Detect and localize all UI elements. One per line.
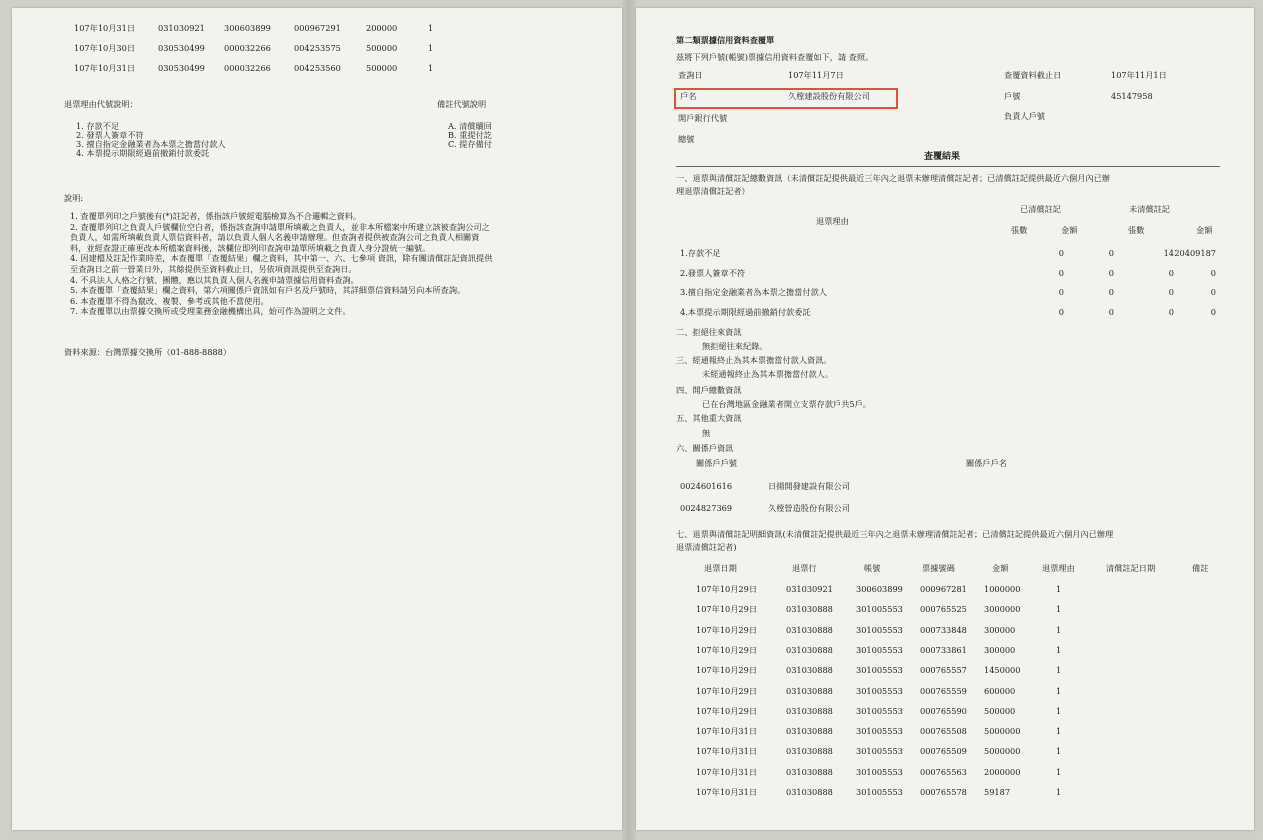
section-7-cell: 5000000 bbox=[984, 726, 1021, 737]
section-7-cell: 1000000 bbox=[984, 584, 1021, 594]
section-7-cell: 031030921 bbox=[786, 584, 833, 594]
table-cell: 004253560 bbox=[294, 63, 341, 73]
divider bbox=[676, 166, 1220, 167]
section-7-cell: 107年10月31日 bbox=[696, 766, 758, 777]
section-7-cell: 1 bbox=[1056, 604, 1062, 615]
section-5-body: 無 bbox=[702, 428, 711, 438]
explanation-item: 1. 查覆單列印之戶號後有(*)註記者，係指該戶號經電腦檢算為不合邏輯之資料。 bbox=[70, 211, 362, 221]
section-1-row-value: 0 bbox=[1210, 287, 1216, 297]
reason-code-item: 1. 存款不足 bbox=[76, 121, 120, 131]
table-cell: 500000 bbox=[366, 63, 398, 73]
section-1-row-value: 0 bbox=[1058, 248, 1064, 258]
section-7-cell: 1 bbox=[1056, 624, 1062, 635]
branch-label: 總號 bbox=[678, 134, 695, 144]
section-7-cell: 1 bbox=[1056, 685, 1062, 696]
section-7-cell: 2000000 bbox=[984, 766, 1021, 777]
explanation-item: 5. 本查覆單「查覆結果」欄之資料，第六項關係戶資訊如有戶名及戶號時，其詳細票信資料請另向本所查詢。 bbox=[70, 285, 466, 296]
section-3-body: 未經通報終止為其本票擔當付款人。 bbox=[702, 369, 834, 379]
account-name-label: 戶名 bbox=[680, 91, 697, 101]
table-cell: 107年10月31日 bbox=[74, 63, 136, 73]
section-7-title: 七、退票與清償註記明細資訊(未清償註記提供最近三年內之退票未辦理清償註記者；已清償註記提供最近六個月內已辦理 bbox=[676, 529, 1114, 539]
explanation-item: 4. 不具法人人格之行號、團體，應以其負責人個人名義申請票據信用資料查詢。 bbox=[70, 274, 359, 285]
section-7-cell: 031030888 bbox=[786, 624, 833, 635]
section-1-row-value: 14 bbox=[1163, 248, 1174, 258]
relation-account-name: 久樘營造股份有限公司 bbox=[768, 503, 850, 513]
section-6-title: 六、關係戶資訊 bbox=[676, 443, 734, 453]
section-2-body: 無拒絕往來紀錄。 bbox=[702, 341, 768, 351]
section-7-cell: 000765557 bbox=[920, 665, 967, 676]
section-1-row-reason: 1.存款不足 bbox=[680, 248, 721, 258]
section-1-row-value: 0 bbox=[1210, 306, 1216, 317]
section-7-cell: 031030888 bbox=[786, 726, 833, 737]
section-7-cell: 1 bbox=[1056, 584, 1062, 594]
section-1-title-cont: 理退票清償註記者） bbox=[676, 186, 750, 196]
section-7-cell: 000733848 bbox=[920, 624, 967, 635]
section-4-body: 已在台灣地區金融業者開立支票存款戶共5戶。 bbox=[702, 399, 871, 409]
table-cell: 004253575 bbox=[294, 43, 341, 53]
section-7-cell: 031030888 bbox=[786, 665, 833, 676]
section-7-cell: 1 bbox=[1056, 644, 1062, 655]
section-7-cell: 1 bbox=[1056, 665, 1062, 676]
section-7-cell: 301005553 bbox=[856, 685, 903, 696]
section-7-cell: 000765578 bbox=[920, 787, 967, 797]
table-cell: 500000 bbox=[366, 43, 398, 53]
section-7-cell: 301005553 bbox=[856, 726, 903, 737]
section-7-cell: 107年10月29日 bbox=[696, 584, 758, 594]
explanation-item: 料，並經查證正確更改本所檔案資料後，該欄位即列印查詢申請單所填載之負責人身分證統一編號。 bbox=[70, 242, 431, 253]
section-7-cell: 5000000 bbox=[984, 746, 1021, 757]
table-cell: 107年10月30日 bbox=[74, 43, 136, 53]
section-7-cell: 107年10月29日 bbox=[696, 624, 758, 635]
section-7-header: 清償註記日期 bbox=[1106, 563, 1156, 573]
section-2-title: 二、拒絕往來資訊 bbox=[676, 327, 742, 337]
section-7-cell: 031030888 bbox=[786, 705, 833, 716]
section-7-cell: 301005553 bbox=[856, 604, 903, 615]
note-code-item: C. 提存備付 bbox=[448, 139, 492, 149]
reason-code-item: 2. 發票人簽章不符 bbox=[76, 130, 144, 140]
right-page bbox=[636, 8, 1254, 830]
section-5-title: 五、其他重大資訊 bbox=[676, 413, 742, 423]
section-1-row-value: 0 bbox=[1168, 287, 1174, 297]
section-7-cell: 1 bbox=[1056, 766, 1062, 777]
section-1-row-reason: 2.發票人簽章不符 bbox=[680, 267, 746, 278]
section-7-cell: 107年10月31日 bbox=[696, 787, 758, 797]
section-1-title: 一、退票與清償註記總數資訊（未清償註記提供最近三年內之退票未辦理清償註記者；已清償註記提供最近六個月內已辦 bbox=[676, 173, 1110, 183]
relation-account-id: 0024827369 bbox=[680, 503, 733, 513]
explanation-item: 7. 本查覆單以由票據交換所或受理業務金融機構出具，始可作為證明之文件。 bbox=[70, 306, 351, 317]
section-1-head-cleared: 已清償註記 bbox=[1020, 204, 1061, 214]
section-7-cell: 000733861 bbox=[920, 644, 967, 655]
section-7-cell: 031030888 bbox=[786, 644, 833, 655]
section-1-row-reason: 3.擅自指定金融業者為本票之擔當付款人 bbox=[680, 287, 827, 297]
section-1-row-value: 20409187 bbox=[1174, 248, 1216, 258]
reason-code-title: 退票理由代號說明： bbox=[64, 99, 138, 109]
section-7-cell: 107年10月31日 bbox=[696, 726, 758, 737]
section-6-head-id: 關係戶戶號 bbox=[696, 458, 737, 468]
reason-code-item: 4. 本票提示期限經過前撤銷付款委託 bbox=[76, 148, 210, 158]
section-1-row-value: 0 bbox=[1210, 267, 1216, 278]
table-cell: 000032266 bbox=[224, 43, 271, 53]
table-cell: 107年10月31日 bbox=[74, 23, 136, 33]
section-7-cell: 031030888 bbox=[786, 604, 833, 615]
note-code-item: A. 清償贖回 bbox=[448, 121, 492, 131]
cutoff-date: 107年11月1日 bbox=[1111, 70, 1167, 80]
section-7-header: 票據號碼 bbox=[922, 563, 955, 573]
relation-account-id: 0024601616 bbox=[680, 481, 733, 491]
section-7-cell: 107年10月31日 bbox=[696, 746, 758, 757]
section-7-cell: 301005553 bbox=[856, 746, 903, 757]
section-1-row-value: 0 bbox=[1108, 306, 1114, 317]
section-7-cell: 000967281 bbox=[920, 584, 967, 594]
explanation-item: 6. 本查覆單不得為竄改、複製、參考或其他不當使用。 bbox=[70, 295, 269, 306]
query-date-label: 查詢日 bbox=[678, 70, 703, 80]
account-number-label: 戶號 bbox=[1004, 91, 1021, 101]
section-7-cell: 301005553 bbox=[856, 644, 903, 655]
section-7-cell: 031030888 bbox=[786, 685, 833, 696]
left-page bbox=[12, 8, 622, 830]
section-1-row-value: 0 bbox=[1168, 267, 1174, 278]
page-fold bbox=[622, 0, 636, 840]
explanation-title: 說明: bbox=[64, 193, 84, 203]
table-cell: 000967291 bbox=[294, 23, 341, 33]
table-cell: 030530499 bbox=[158, 63, 205, 73]
cutoff-date-label: 查覆資料截止日 bbox=[1004, 70, 1062, 80]
table-cell: 1 bbox=[428, 43, 434, 53]
section-7-cell: 301005553 bbox=[856, 766, 903, 777]
section-4-title: 四、開戶總數資訊 bbox=[676, 385, 742, 395]
section-1-row-value: 0 bbox=[1108, 287, 1114, 297]
section-7-cell: 031030888 bbox=[786, 766, 833, 777]
section-3-title: 三、經通報終止為其本票擔當付款人資訊。 bbox=[676, 355, 832, 365]
section-1-subheader: 張數 bbox=[1011, 225, 1028, 235]
section-7-cell: 59187 bbox=[984, 787, 1011, 797]
section-7-cell: 300000 bbox=[984, 644, 1016, 655]
section-1-row-value: 0 bbox=[1058, 267, 1064, 278]
section-7-cell: 031030888 bbox=[786, 746, 833, 757]
relation-account-name: 日揚開發建設有限公司 bbox=[768, 481, 850, 491]
bank-code-label: 開戶銀行代號 bbox=[678, 113, 728, 123]
section-7-cell: 1 bbox=[1056, 787, 1062, 797]
document-title: 第二類票據信用資料查覆單 bbox=[676, 35, 775, 45]
section-7-header: 備註 bbox=[1192, 563, 1209, 573]
explanation-item: 4. 因建檔及註記作業時差，本查覆單「查覆結果」欄之資料，其中第一、六、七參項 資訊，除有關清償註記資訊提供 bbox=[70, 253, 493, 264]
table-cell: 030530499 bbox=[158, 43, 205, 53]
section-7-title-cont: 退票清償註記者) bbox=[676, 542, 737, 552]
section-7-cell: 301005553 bbox=[856, 705, 903, 716]
section-7-header: 帳號 bbox=[864, 563, 881, 573]
table-cell: 1 bbox=[428, 63, 434, 73]
explanation-item: 負責人，如需所填載負責人票信資料者，請以負責人個人名義申請辦理。但查詢者提供被查詢公司之負責人相關資 bbox=[70, 232, 480, 243]
section-1-row-value: 0 bbox=[1108, 248, 1114, 258]
section-7-cell: 107年10月29日 bbox=[696, 705, 758, 716]
section-7-cell: 1 bbox=[1056, 705, 1062, 716]
section-7-cell: 301005553 bbox=[856, 624, 903, 635]
section-7-cell: 1 bbox=[1056, 746, 1062, 757]
section-7-cell: 000765563 bbox=[920, 766, 967, 777]
section-7-cell: 1 bbox=[1056, 726, 1062, 737]
account-number: 45147958 bbox=[1111, 91, 1153, 101]
note-code-item: B. 重提付訖 bbox=[448, 130, 492, 140]
explanation-item: 至查詢日之前一營業日外，其餘提供至資料截止日，另依項資訊提供至查詢日。 bbox=[70, 264, 357, 274]
account-name: 久樘建設股份有限公司 bbox=[788, 91, 870, 101]
section-7-cell: 500000 bbox=[984, 705, 1016, 716]
section-7-cell: 107年10月29日 bbox=[696, 644, 758, 655]
section-1-row-reason: 4.本票提示期限經過前撤銷付款委託 bbox=[680, 306, 811, 317]
table-cell: 200000 bbox=[366, 23, 398, 33]
note-code-title: 備註代號說明 bbox=[437, 99, 487, 109]
reason-code-item: 3. 擅自指定金融業者為本票之擔當付款人 bbox=[76, 139, 226, 149]
section-1-head-reason: 退票理由 bbox=[816, 216, 849, 226]
section-7-cell: 3000000 bbox=[984, 604, 1021, 615]
owner-account-label: 負責人戶號 bbox=[1004, 111, 1045, 121]
section-7-header: 退票理由 bbox=[1042, 563, 1075, 573]
section-7-cell: 107年10月29日 bbox=[696, 665, 758, 676]
section-7-header: 退票行 bbox=[792, 563, 817, 573]
intro-text: 茲將下列戶號(帳號)票據信用資料查覆如下，請 查照。 bbox=[676, 52, 874, 62]
section-7-cell: 031030888 bbox=[786, 787, 833, 797]
section-7-cell: 000765559 bbox=[920, 685, 967, 696]
section-1-head-uncleared: 未清償註記 bbox=[1129, 204, 1170, 214]
section-7-cell: 600000 bbox=[984, 685, 1016, 696]
section-1-row-value: 0 bbox=[1108, 267, 1114, 278]
section-1-subheader: 金額 bbox=[1196, 225, 1213, 235]
section-6-head-name: 關係戶戶名 bbox=[966, 458, 1007, 468]
table-cell: 031030921 bbox=[158, 23, 205, 33]
section-7-cell: 000765508 bbox=[920, 726, 967, 737]
section-1-row-value: 0 bbox=[1168, 306, 1174, 317]
section-7-cell: 000765509 bbox=[920, 746, 967, 757]
table-cell: 1 bbox=[428, 23, 434, 33]
table-cell: 000032266 bbox=[224, 63, 271, 73]
section-7-cell: 300000 bbox=[984, 624, 1016, 635]
data-source: 資料來源：台灣票據交換所（01-888-8888） bbox=[64, 347, 232, 357]
section-7-header: 金額 bbox=[992, 563, 1009, 573]
query-date: 107年11月7日 bbox=[788, 70, 844, 80]
section-7-cell: 000765590 bbox=[920, 705, 967, 716]
table-cell: 300603899 bbox=[224, 23, 271, 33]
section-7-cell: 301005553 bbox=[856, 787, 903, 797]
section-7-cell: 1450000 bbox=[984, 665, 1021, 676]
section-7-cell: 300603899 bbox=[856, 584, 903, 594]
section-1-subheader: 張數 bbox=[1128, 225, 1145, 235]
section-7-cell: 107年10月29日 bbox=[696, 604, 758, 615]
section-1-subheader: 金額 bbox=[1061, 225, 1078, 235]
section-1-row-value: 0 bbox=[1058, 306, 1064, 317]
section-7-cell: 107年10月29日 bbox=[696, 685, 758, 696]
section-7-header: 退票日期 bbox=[704, 563, 737, 573]
section-7-cell: 301005553 bbox=[856, 665, 903, 676]
result-title: 查覆結果 bbox=[924, 152, 961, 162]
explanation-item: 2. 查覆單列印之負責人戶號欄位空白者，係指該查詢申請單所填載之負責人，並非本所檔案中所建立該被查詢公司之 bbox=[70, 221, 490, 232]
section-7-cell: 000765525 bbox=[920, 604, 967, 615]
section-1-row-value: 0 bbox=[1058, 287, 1064, 297]
